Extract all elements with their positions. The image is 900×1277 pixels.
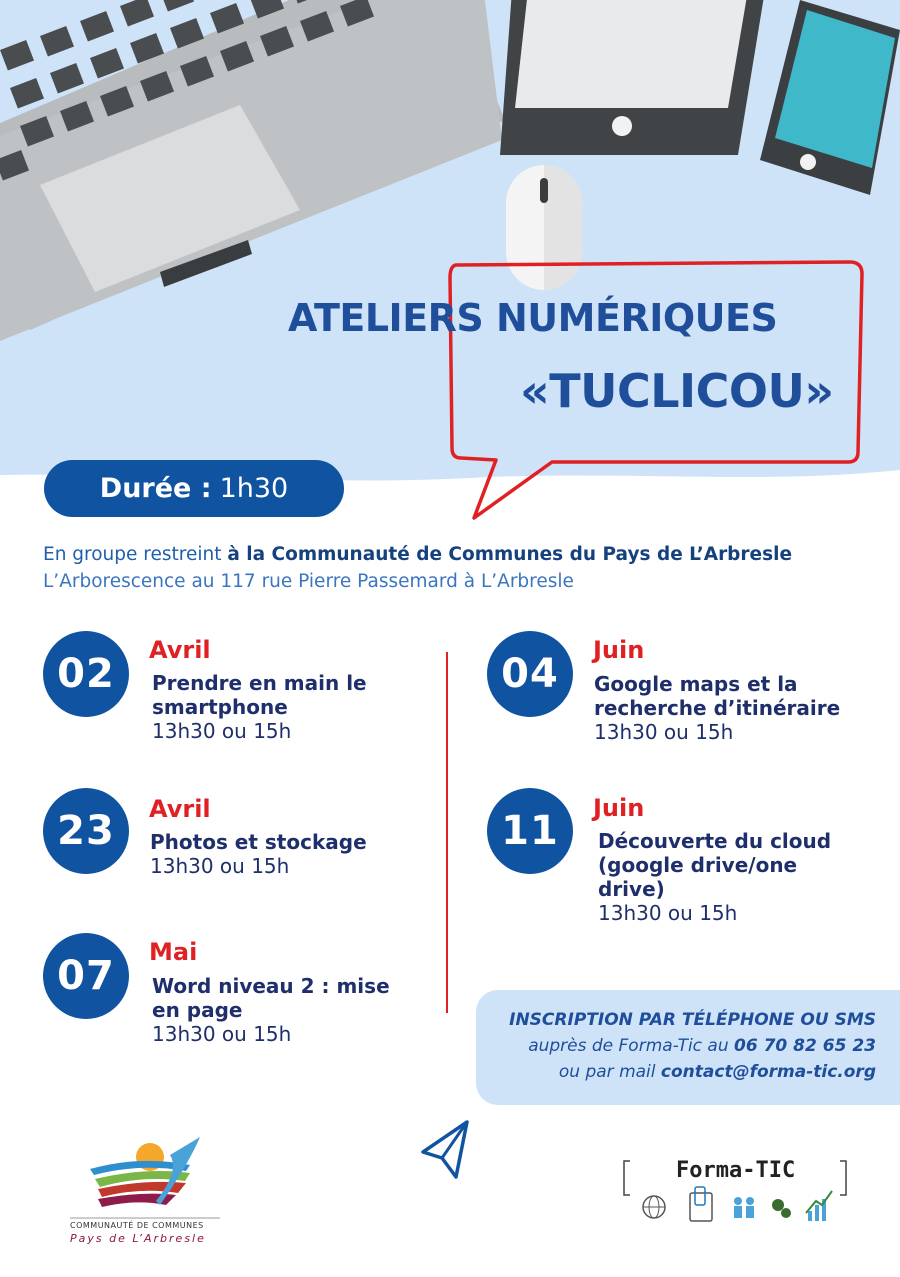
session-month: Mai [149, 938, 198, 966]
tablet-icon [500, 0, 765, 155]
session-title-line: drive) [598, 877, 665, 901]
column-divider [446, 652, 448, 1013]
session-day-badge: 02 [43, 631, 129, 717]
session-title-line: Photos et stockage [150, 830, 367, 854]
session-title [598, 829, 831, 901]
session-day-badge: 23 [43, 788, 129, 874]
session-title-line: Word niveau 2 : mise [152, 974, 390, 998]
intro-text [43, 541, 792, 595]
session-title [594, 672, 840, 720]
inscription-text [509, 1007, 876, 1085]
email-link[interactable]: contact@forma-tic.org [660, 1062, 876, 1082]
session-day-badge: 04 [487, 631, 573, 717]
inscription-line3-prefix: ou par mail [558, 1062, 661, 1082]
duration-value: 1h30 [219, 473, 289, 504]
mouse-icon [506, 165, 582, 290]
inscription-line2-prefix: auprès de Forma-Tic au [528, 1036, 735, 1056]
session-day-badge: 07 [43, 933, 129, 1019]
gears-icon [772, 1199, 791, 1218]
session-title-line: Découverte du cloud [598, 829, 832, 853]
session-month: Avril [149, 636, 211, 664]
cc-logo-line2: Pays de L’Arbresle [70, 1232, 206, 1245]
globe-icon [643, 1196, 665, 1218]
inscription-panel [476, 990, 900, 1105]
inscription-heading: INSCRIPTION PAR TÉLÉPHONE OU SMS [509, 1010, 876, 1030]
session-title-line: Prendre en main le [152, 671, 367, 695]
duration-badge [44, 460, 344, 517]
growth-chart-icon [806, 1191, 832, 1221]
session-title-line: recherche d’itinéraire [594, 696, 841, 720]
session-title-line: smartphone [152, 695, 288, 719]
session-time: 13h30 ou 15h [594, 720, 734, 744]
session-time: 13h30 ou 15h [152, 719, 292, 743]
people-icon [734, 1197, 754, 1218]
session-title [152, 671, 367, 719]
formatic-logo-title: Forma-TIC [676, 1158, 796, 1183]
session-title-line: (google drive/one [598, 853, 798, 877]
intro-address: L’Arborescence au 117 rue Pierre Passemard à L’Arbresle [43, 571, 574, 592]
session-day-badge: 11 [487, 788, 573, 874]
session-time: 13h30 ou 15h [598, 901, 738, 925]
session-time: 13h30 ou 15h [150, 854, 290, 878]
cc-logo-mark-icon [60, 1135, 230, 1220]
session-time: 13h30 ou 15h [152, 1022, 292, 1046]
session-month: Juin [593, 636, 645, 664]
title-line1: ATELIERS NUMÉRIQUES [288, 296, 778, 340]
intro-prefix: En groupe restreint [43, 544, 228, 565]
cursor-arrow-icon [423, 1122, 467, 1177]
session-title-line: en page [152, 998, 243, 1022]
cc-logo-line1: COMMUNAUTÉ DE COMMUNES [70, 1221, 204, 1230]
session-title-line: Google maps et la [594, 672, 798, 696]
title-line2: «TUCLICOU» [520, 364, 834, 418]
devices-icon [690, 1187, 712, 1221]
intro-place: à la Communauté de Communes du Pays de L’Arbresle [227, 544, 793, 565]
phone-number[interactable]: 06 70 82 65 23 [734, 1036, 876, 1056]
session-title [152, 974, 390, 1022]
session-month: Avril [149, 795, 211, 823]
session-month: Juin [593, 794, 645, 822]
session-title [150, 830, 367, 854]
duration-label: Durée : [99, 473, 212, 504]
cc-pays-arbresle-logo [60, 1135, 230, 1250]
